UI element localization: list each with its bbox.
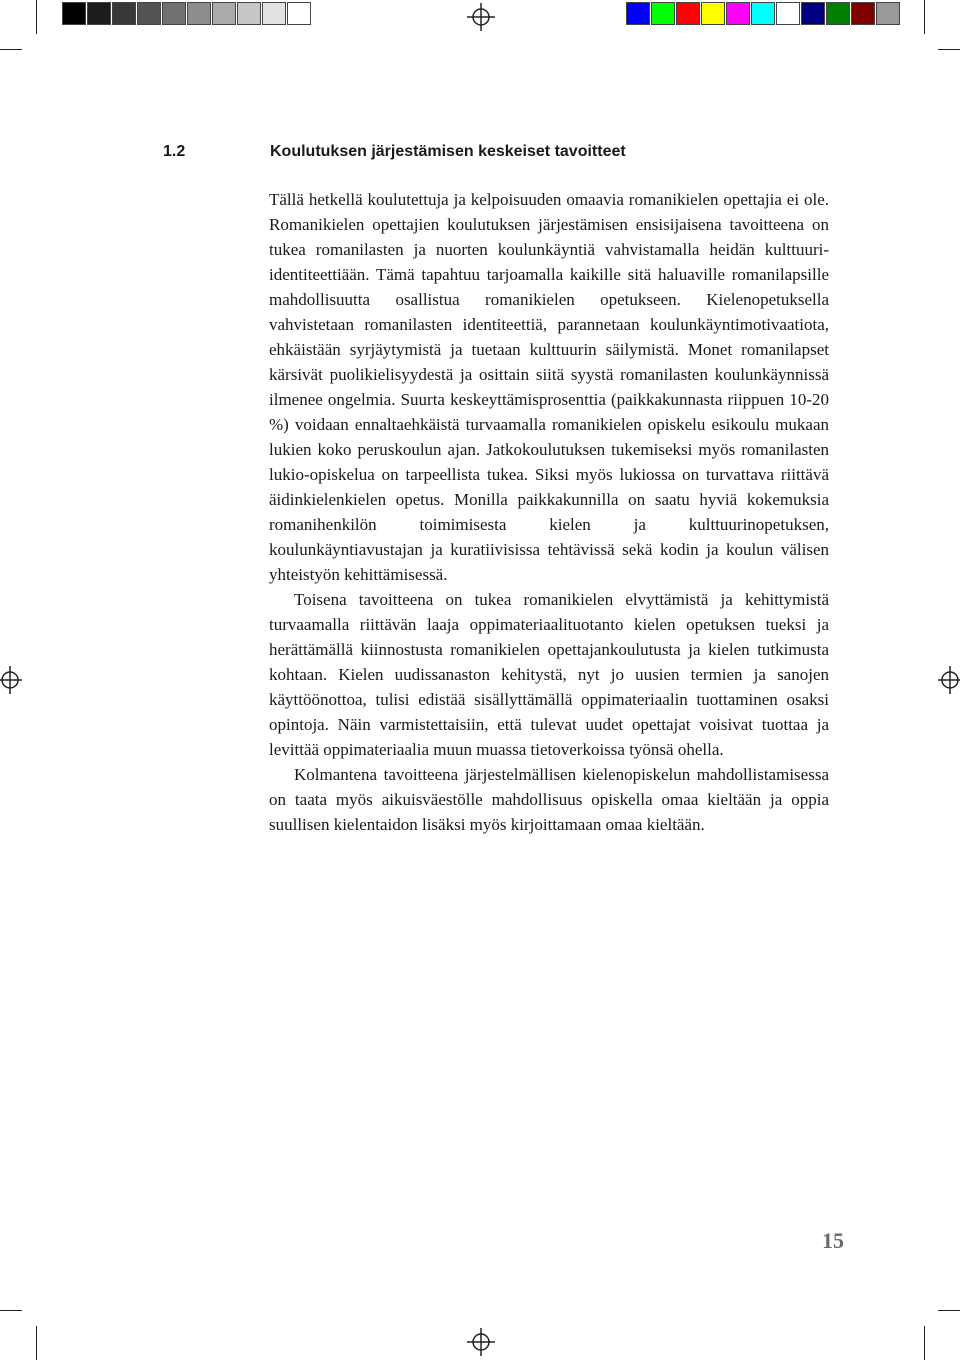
gray-swatch-5: [162, 2, 186, 25]
crop-mark-top-left-horizontal: [0, 49, 22, 50]
crop-mark-bottom-left-horizontal: [0, 1310, 22, 1311]
section-number: 1.2: [163, 143, 186, 160]
crop-mark-bottom-right-vertical: [924, 1326, 925, 1360]
crop-mark-top-left-vertical: [36, 0, 37, 34]
color-swatch-3: [676, 2, 700, 25]
color-swatch-8: [801, 2, 825, 25]
paragraph-3: Kolmantena tavoitteena järjestelmällisen kielenopiskelun mahdollistamisessa on taata myös aikuisväestölle mahdollisuus opiskella omaa kieltään ja oppia suullisen kielentaidon lisäksi myös kirjoittamaan omaa kieltään.: [269, 765, 829, 834]
paragraph-2: Toisena tavoitteena on tukea romanikielen elvyttämistä ja kehittymistä turvaamalla riittävän laaja oppimateriaalituotanto kielen opetuksen tueksi ja herättämällä kiinnostusta romanikielen opettajankoulutusta ja kielen tutkimusta kohtaan. Kielen uudissanaston kehitystä, nyt jo uusien termien ja sanojen käyttöönottoa, tulisi edistää sisällyttämällä oppimateriaalin tuottaminen osaksi opintoja. Näin varmistettaisiin, että tulevat uudet opettajat voisivat tuottaa ja levittää oppimateriaalia muun muassa tietoverkoissa työnsä ohella.: [269, 590, 829, 759]
gray-swatch-7: [212, 2, 236, 25]
registration-mark-top: [467, 3, 495, 31]
gray-swatch-4: [137, 2, 161, 25]
color-swatch-10: [851, 2, 875, 25]
gray-swatch-9: [262, 2, 286, 25]
registration-mark-bottom: [467, 1328, 495, 1356]
gray-calibration-bar: [62, 2, 312, 25]
registration-mark-left: [0, 666, 28, 694]
color-swatch-4: [701, 2, 725, 25]
gray-swatch-8: [237, 2, 261, 25]
crop-mark-bottom-right-horizontal: [938, 1310, 960, 1311]
color-swatch-2: [651, 2, 675, 25]
color-swatch-1: [626, 2, 650, 25]
gray-swatch-1: [62, 2, 86, 25]
crop-mark-bottom-left-vertical: [36, 1326, 37, 1360]
color-swatch-7: [776, 2, 800, 25]
gray-swatch-3: [112, 2, 136, 25]
color-swatch-9: [826, 2, 850, 25]
color-swatch-5: [726, 2, 750, 25]
color-calibration-bar: [626, 2, 901, 25]
color-swatch-6: [751, 2, 775, 25]
body-text: [269, 187, 829, 837]
crop-mark-top-right-horizontal: [938, 49, 960, 50]
registration-mark-right: [932, 666, 960, 694]
crop-mark-top-right-vertical: [924, 0, 925, 34]
gray-swatch-10: [287, 2, 311, 25]
page-number: 15: [822, 1228, 844, 1253]
gray-swatch-6: [187, 2, 211, 25]
gray-swatch-2: [87, 2, 111, 25]
paragraph-1: Tällä hetkellä koulutettuja ja kelpoisuuden omaavia romanikielen opettajia ei ole. Romanikielen opettajien koulutuksen järjestämisen ensisijaisena tavoitteena on tukea romanilasten ja nuorten koulunkäyntiä vahvistamalla heidän kulttuuri-identiteettiään. Tämä tapahtuu tarjoamalla kaikille sitä haluaville romanilapsille mahdollisuutta osallistua romanikielen opetukseen. Kielenopetuksella vahvistetaan romanilasten identiteettiä, parannetaan koulunkäyntimotivaatiota, ehkäistään syrjäytymistä ja tuetaan kulttuurin säilymistä. Monet romanilapset kärsivät puolikielisyydestä ja osittain siitä syystä romanilasten koulunkäynnissä ilmenee ongelmia. Suurta keskeyttämisprosenttia (paikkakunnasta riippuen 10-20 %) voidaan ennaltaehkäistä turvaamalla romanikielen opiskelu esikoulu mukaan lukien koko peruskoulun ajan. Jatkokoulutuksen tukemiseksi myös romanilasten lukio-opiskelua on tarpeellista tukea. Siksi myös lukiossa on turvattava riittävä äidinkielenkielen opetus. Monilla paikkakunnilla on saatu hyviä kokemuksia romanihenkilön toimimisesta kielen ja kulttuurinopetuksen, koulunkäyntiavustajan ja kuratiivisissa tehtävissä sekä kodin ja koulun välisen yhteistyön kehittämisessä.: [269, 190, 829, 584]
color-swatch-11: [876, 2, 900, 25]
section-title: Koulutuksen järjestämisen keskeiset tavoitteet: [270, 143, 626, 160]
